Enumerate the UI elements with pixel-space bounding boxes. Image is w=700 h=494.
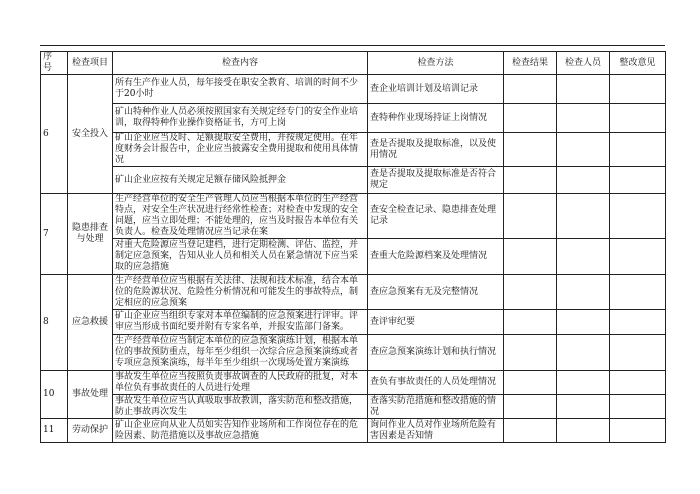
rectification-cell[interactable] [610,104,666,133]
rectification-cell[interactable] [610,335,666,371]
result-cell[interactable] [504,395,557,419]
check-method: 查是否提取及提取标准是否符合规定 [368,167,504,194]
inspector-cell[interactable] [557,194,610,239]
check-content: 矿山企业应当组织专家对本单位编制的应急预案进行评审。评审应当形成书面纪要并附有专家名单，并报安监部门备案。 [113,310,368,335]
inspector-cell[interactable] [557,275,610,310]
rectification-cell[interactable] [610,167,666,194]
table-row [41,275,666,310]
check-content: 矿山企业应按有关规定足额存储风险抵押金 [113,167,368,194]
check-method: 查安全检查记录、隐患排查处理记录 [368,194,504,239]
rectification-cell[interactable] [610,194,666,239]
result-cell[interactable] [504,371,557,395]
header-rule [40,45,665,46]
check-method: 查应急预案有无及完整情况 [368,275,504,310]
check-method: 查应急预案演练计划和执行情况 [368,335,504,371]
header-rectification: 整改意见 [610,52,666,75]
check-content: 矿山企业应当及时、足额提取安全费用，并按规定使用。在年度财务会计报告中，企业应当披露安全费用提取和使用具体情况 [113,133,368,167]
check-method: 查负有事故责任的人员处理情况 [368,371,504,395]
check-item: 应急救援 [68,275,113,371]
result-cell[interactable] [504,133,557,167]
table-row [41,133,666,167]
row-number: 11 [41,419,68,443]
table-row [41,335,666,371]
check-content: 所有生产作业人员，每年接受在职安全教育、培训的时间不少于20小时 [113,75,368,104]
check-content: 矿山企业应向从业人员如实告知作业场所和工作岗位存在的危险因素、防范措施以及事故应急措施 [113,419,368,443]
result-cell[interactable] [504,419,557,443]
check-method: 询问作业人员对作业场所危险有害因素是否知情 [368,419,504,443]
table-row [41,194,666,239]
rectification-cell[interactable] [610,371,666,395]
check-content: 生产经营单位应当制定本单位的应急预案演练计划，根据本单位的事故预防重点，每年至少组织一次综合应急预案演练或者专项应急预案演练，每半年至少组织一次现场处置方案演练 [113,335,368,371]
row-number: 7 [41,194,68,275]
inspector-cell[interactable] [557,310,610,335]
inspector-cell[interactable] [557,419,610,443]
header-inspector: 检查人员 [557,52,610,75]
header-content: 检查内容 [113,52,368,75]
rectification-cell[interactable] [610,239,666,275]
check-content: 事故发生单位应当按照负责事故调查的人民政府的批复，对本单位负有事故责任的人员进行处理 [113,371,368,395]
result-cell[interactable] [504,239,557,275]
inspector-cell[interactable] [557,104,610,133]
rectification-cell[interactable] [610,75,666,104]
check-method: 查重大危险源档案及处理情况 [368,239,504,275]
rectification-cell[interactable] [610,275,666,310]
check-item: 隐患排查与处理 [68,194,113,275]
check-content: 对重大危险源应当登记建档，进行定期检测、评估、监控，并制定应急预案，告知从业人员和相关人员在紧急情况下应当采取的应急措施 [113,239,368,275]
inspector-cell[interactable] [557,395,610,419]
row-number: 6 [41,75,68,194]
table-row [41,167,666,194]
inspector-cell[interactable] [557,133,610,167]
table-row [41,104,666,133]
table-row [41,239,666,275]
table-row [41,310,666,335]
check-content: 生产经营单位的安全生产管理人员应当根据本单位的生产经营特点，对安全生产状况进行经常性检查；对检查中发现的安全问题，应当立即处理；不能处理的，应当及时报告本单位有关负责人。检查及处理情况应当记录在案 [113,194,368,239]
header-result: 检查结果 [504,52,557,75]
rectification-cell[interactable] [610,395,666,419]
result-cell[interactable] [504,310,557,335]
table-row [41,75,666,104]
header-method: 检查方法 [368,52,504,75]
check-item: 安全投入 [68,75,113,194]
table-header-row [41,52,666,75]
check-item: 事故处理 [68,371,113,419]
rectification-cell[interactable] [610,310,666,335]
table-row [41,419,666,443]
check-method: 查是否提取及提取标准，以及使用情况 [368,133,504,167]
result-cell[interactable] [504,194,557,239]
rectification-cell[interactable] [610,419,666,443]
result-cell[interactable] [504,167,557,194]
check-content: 事故发生单位应当认真吸取事故教训，落实防范和整改措施，防止事故再次发生 [113,395,368,419]
result-cell[interactable] [504,75,557,104]
result-cell[interactable] [504,335,557,371]
header-item: 检查项目 [68,52,113,75]
rectification-cell[interactable] [610,133,666,167]
result-cell[interactable] [504,275,557,310]
inspector-cell[interactable] [557,167,610,194]
inspector-cell[interactable] [557,75,610,104]
table-row [41,395,666,419]
inspection-table [40,51,666,443]
check-method: 查企业培训计划及培训记录 [368,75,504,104]
row-number: 8 [41,275,68,371]
check-content: 矿山特种作业人员必须按照国家有关规定经专门的安全作业培训，取得特种作业操作资格证书，方可上岗 [113,104,368,133]
check-content: 生产经营单位应当根据有关法律、法规和技术标准，结合本单位的危险源状况、危险性分析情况和可能发生的事故特点，制定相应的应急预案 [113,275,368,310]
inspector-cell[interactable] [557,371,610,395]
header-seq: 序 号 [41,52,68,75]
check-method: 查评审纪要 [368,310,504,335]
table-row [41,371,666,395]
inspector-cell[interactable] [557,239,610,275]
result-cell[interactable] [504,104,557,133]
check-method: 查特种作业现场持证上岗情况 [368,104,504,133]
check-item: 劳动保护 [68,419,113,443]
check-method: 查落实防范措施和整改措施的情况 [368,395,504,419]
row-number: 10 [41,371,68,419]
inspector-cell[interactable] [557,335,610,371]
